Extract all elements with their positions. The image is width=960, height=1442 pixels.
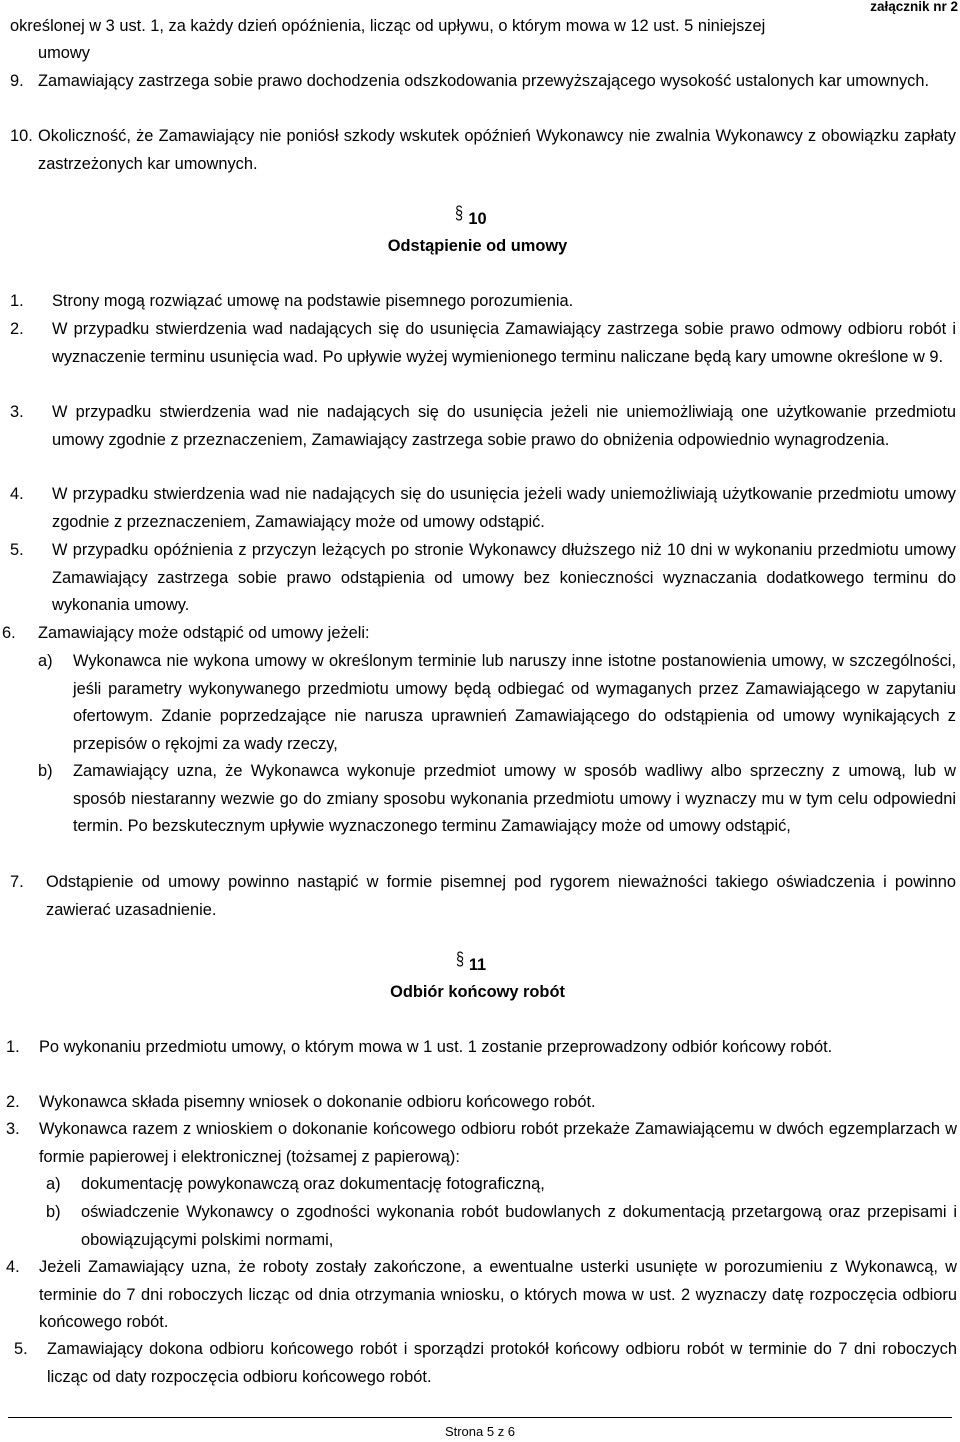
subitem-letter: a) [38, 652, 53, 670]
item-text: Strony mogą rozwiązać umowę na podstawie pisemnego porozumienia. [52, 292, 574, 310]
item-text: Wykonawca razem z wnioskiem o dokonanie końcowego odbioru robót przekaże Zamawiającemu w dwóch egzemplarzach w formie papierowej i elektronicznej (tożsamej z papierową): [39, 1120, 957, 1166]
page-number: Strona 5 z 6 [444, 1424, 516, 1439]
item-number: 5. [14, 1340, 28, 1358]
item-number: 6. [2, 624, 16, 642]
annex-label: załącznik nr 2 [870, 0, 958, 14]
item-number: 2. [10, 320, 24, 338]
subitem-text: oświadczenie Wykonawcy o zgodności wykonania robót budowlanych z dokumentacją przetargową oraz przepisami i obowiązującymi polskimi normami, [81, 1203, 957, 1249]
item-text: Po wykonaniu przedmiotu umowy, o którym mowa w 1 ust. 1 zostanie przeprowadzony odbiór końcowy robót. [39, 1038, 833, 1056]
subitem-text: Wykonawca nie wykona umowy w określonym terminie lub naruszy inne istotne postanowienia umowy, w szczególności, jeśli parametry wykonywanego przedmiotu umowy będą odbiegać od wymaganych przez Zamawiającego w zapytaniu ofertowym. Zdanie poprzedzające nie narusza uprawnień Zamawiającego do odstąpienia od umowy wynikających z przepisów o rękojmi za wady rzeczy, [73, 652, 956, 753]
item-number: 9. [10, 72, 24, 90]
item-text: W przypadku stwierdzenia wad nie nadających się do usunięcia jeżeli wady uniemożliwiają użytkowanie przedmiotu umowy zgodnie z przeznaczeniem, Zamawiający może od umowy odstąpić. [52, 485, 956, 531]
item-number: 4. [6, 1258, 20, 1276]
item-text: W przypadku stwierdzenia wad nie nadających się do usunięcia jeżeli nie uniemożliwiają one użytkowanie przedmiotu umowy zgodnie z przeznaczeniem, Zamawiający zastrzega sobie prawo do obniżenia odpowiednio wynagrodzenia. [52, 403, 956, 449]
subitem-letter: b) [38, 762, 53, 780]
subitem-letter: b) [46, 1203, 61, 1221]
item-text: Zamawiający dokona odbioru końcowego robót i sporządzi protokół końcowy odbioru robót w terminie do 7 dni roboczych licząc od daty rozpoczęcia odbioru końcowego robót. [47, 1340, 957, 1386]
subitem-text: Zamawiający uzna, że Wykonawca wykonuje przedmiot umowy w sposób wadliwy albo sprzeczny z umową, lub w sposób niestaranny wezwie go do zmiany sposobu wykonania przedmiotu umowy i wyznaczy mu w tym celu odpowiedni termin. Po bezskutecznym upływie wyznaczonego terminu Zamawiający może od umowy odstąpić, [73, 762, 956, 835]
item-number: 2. [6, 1093, 20, 1111]
item-text: Okoliczność, że Zamawiający nie poniósł szkody wskutek opóźnień Wykonawcy nie zwalnia Wykonawcy z obowiązku zapłaty zastrzeżonych kar umownych. [38, 127, 956, 173]
item-number: 7. [10, 873, 24, 891]
subitem-text: dokumentację powykonawczą oraz dokumentację fotograficzną, [81, 1175, 545, 1193]
section-title: Odstąpienie od umowy [387, 237, 568, 255]
item-number: 4. [10, 485, 24, 503]
item-text: W przypadku opóźnienia z przyczyn leżących po stronie Wykonawcy dłuższego niż 10 dni w wykonaniu przedmiotu umowy Zamawiający zastrzega sobie prawo odstąpienia od umowy bez konieczności wyznaczania dodatkowego terminu do wykonania umowy. [52, 541, 956, 614]
item-text: Zamawiający może odstąpić od umowy jeżeli: [38, 624, 370, 642]
item-number: 5. [10, 541, 24, 559]
item-text: W przypadku stwierdzenia wad nadających się do usunięcia Zamawiający zastrzega sobie prawo odmowy odbioru robót i wyznaczenie terminu usunięcia wad. Po upływie wyżej wymienionego terminu naliczane będą kary umowne określone w 9. [52, 320, 956, 366]
footer-divider [8, 1417, 952, 1418]
item-text: Jeżeli Zamawiający uzna, że roboty zostały zakończone, a ewentualne usterki usunięte w porozumieniu z Wykonawcą, w terminie do 7 dni roboczych licząc od dnia otrzymania wniosku, o których mowa w ust. 2 wyznaczy datę rozpoczęcia odbioru końcowego robót. [39, 1258, 957, 1331]
item-text: Odstąpienie od umowy powinno nastąpić w formie pisemnej pod rygorem nieważności takiego oświadczenia i powinno zawierać uzasadnienie. [46, 873, 956, 919]
section-number: § 10 [0, 206, 955, 234]
item-number: 1. [6, 1038, 20, 1056]
item-number: 3. [10, 403, 24, 421]
item-number: 10. [10, 127, 33, 145]
subitem-letter: a) [46, 1175, 61, 1193]
item-text: Wykonawca składa pisemny wniosek o dokonanie odbioru końcowego robót. [39, 1093, 596, 1111]
section-title: Odbiór końcowy robót [390, 983, 565, 1001]
continued-line-1: określonej w 3 ust. 1, za każdy dzień opóźnienia, licząc od upływu, o którym mowa w 12 ust. 5 niniejszej [10, 17, 766, 35]
item-number: 1. [10, 292, 24, 310]
item-number: 3. [6, 1120, 20, 1138]
item-text: Zamawiający zastrzega sobie prawo dochodzenia odszkodowania przewyższającego wysokość ustalonych kar umownych. [38, 72, 930, 90]
section-number: § 11 [0, 952, 955, 980]
continued-line-2: umowy [38, 44, 90, 62]
